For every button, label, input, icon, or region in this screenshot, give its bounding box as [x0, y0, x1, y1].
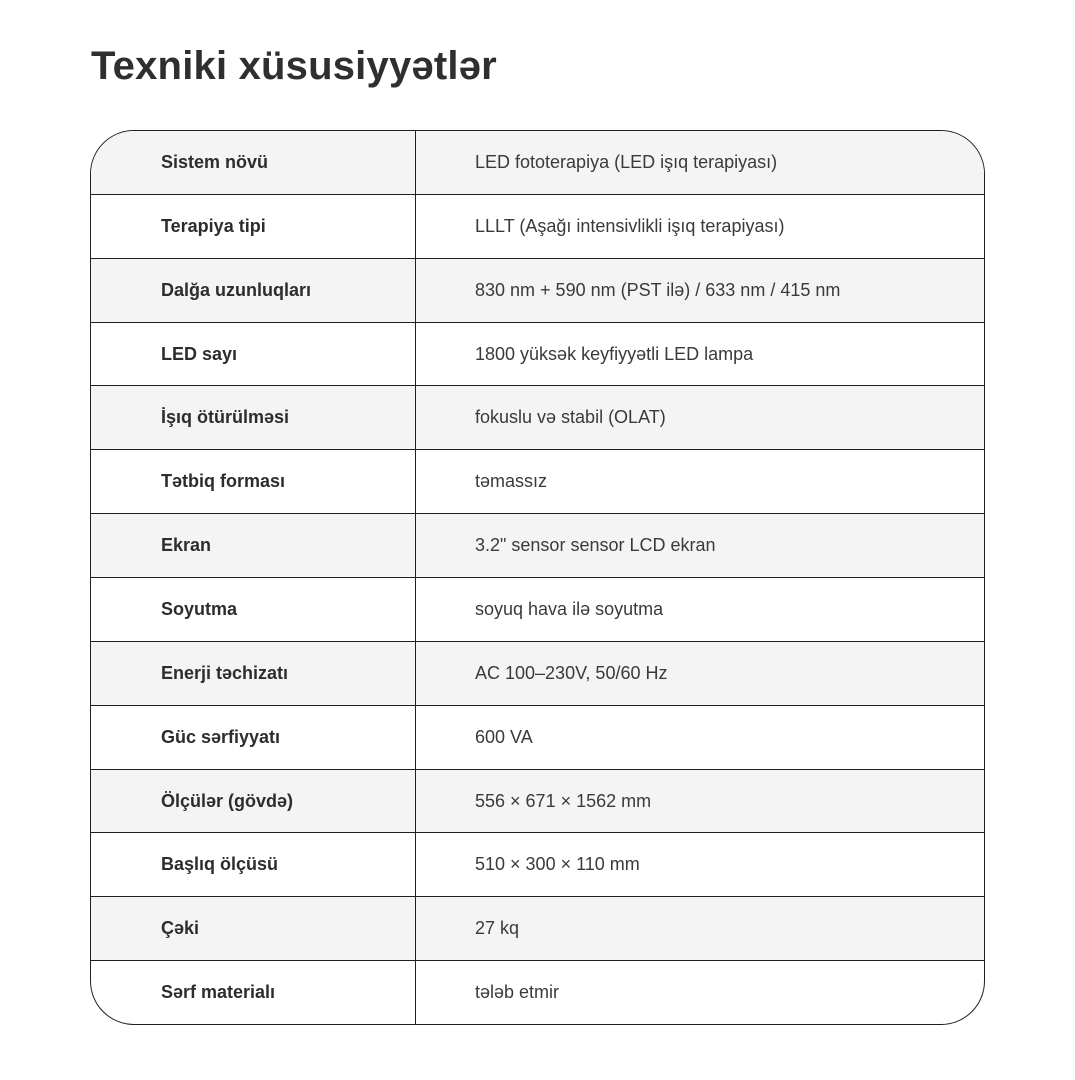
table-row [91, 833, 984, 897]
table-row [91, 897, 984, 961]
table-row [91, 578, 984, 642]
spec-value: LED fototerapiya (LED işıq terapiyası) [475, 151, 778, 172]
table-row [91, 386, 984, 450]
spec-label: Terapiya tipi [91, 195, 416, 258]
spec-label: Başlıq ölçüsü [91, 833, 416, 896]
spec-value: fokuslu və stabil (OLAT) [475, 407, 666, 428]
spec-value: AC 100–230V, 50/60 Hz [475, 662, 668, 683]
table-row [91, 450, 984, 514]
spec-value: 27 kq [475, 918, 520, 939]
spec-value: 3.2" sensor sensor LCD ekran [475, 535, 716, 556]
spec-value: 830 nm + 590 nm (PST ilə) / 633 nm / 415 nm [475, 279, 841, 300]
table-row [91, 514, 984, 578]
spec-label: Dalğa uzunluqları [91, 259, 416, 322]
table-row [91, 323, 984, 387]
spec-value: 556 × 671 × 1562 mm [475, 790, 652, 811]
spec-value: tələb etmir [475, 982, 560, 1003]
table-row [91, 259, 984, 323]
spec-label: Güc sərfiyyatı [91, 706, 416, 769]
spec-label: Ölçülər (gövdə) [91, 770, 416, 833]
table-row [91, 642, 984, 706]
table-row [91, 770, 984, 834]
spec-value: soyuq hava ilə soyutma [475, 598, 664, 619]
table-row [91, 131, 984, 195]
spec-value: LLLT (Aşağı intensivlikli işıq terapiyası) [475, 215, 785, 236]
spec-label: Soyutma [91, 578, 416, 641]
spec-label: İşıq ötürülməsi [91, 386, 416, 449]
spec-label: Sərf materialı [91, 961, 416, 1024]
spec-value: təmassız [475, 471, 548, 492]
spec-table [90, 130, 985, 1025]
table-row [91, 706, 984, 770]
spec-value: 510 × 300 × 110 mm [475, 854, 640, 875]
spec-label: Sistem növü [91, 131, 416, 194]
spec-label: Ekran [91, 514, 416, 577]
spec-value: 1800 yüksək keyfiyyətli LED lampa [475, 343, 754, 364]
spec-label: Enerji təchizatı [91, 642, 416, 705]
spec-label: Tətbiq forması [91, 450, 416, 513]
spec-value: 600 VA [475, 726, 533, 747]
spec-label: LED sayı [91, 323, 416, 386]
page-title: Texniki xüsusiyyətlər [91, 44, 497, 88]
table-row [91, 961, 984, 1024]
spec-label: Çəki [91, 897, 416, 960]
table-row [91, 195, 984, 259]
